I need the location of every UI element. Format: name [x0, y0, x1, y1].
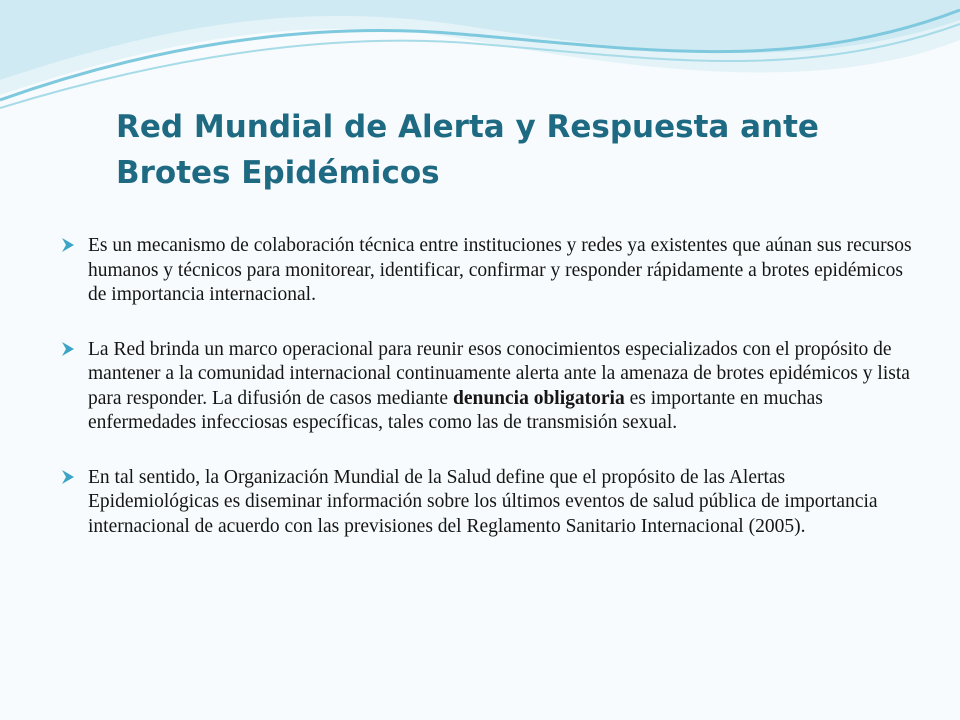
bullet-text: Es un mecanismo de colaboración técnica entre instituciones y redes ya existentes que aúnan sus recursos humanos y técnicos para monitorear, identificar, confirmar y responder rápidamente a brotes epidémicos de importancia internacional. [88, 235, 912, 305]
arrow-bullet-icon [60, 236, 78, 254]
bullet-text: En tal sentido, la Organización Mundial de la Salud define que el propósito de las Alertas Epidemiológicas es diseminar información sobre los últimos eventos de salud pública de importancia internacional de acuerdo con las previsiones del Reglamento Sanitario Internacional (2005). [88, 466, 878, 537]
arrow-bullet-icon [60, 340, 78, 358]
header-wave-decoration [0, 0, 960, 120]
bullet-bold-text: denuncia obligatoria [452, 387, 625, 409]
bullet-list [60, 234, 920, 569]
bullet-item [60, 234, 920, 308]
bullet-text: La Red brinda un marco operacional para reunir esos conocimientos especializados con el propósito de mantener a la comunidad internacional continuamente alerta ante la amenaza de brotes epidémicos y lista para responder. La difusión de casos mediante [88, 338, 910, 409]
bullet-item [60, 466, 920, 540]
bullet-item [60, 338, 920, 436]
slide-title: Red Mundial de Alerta y Respuesta ante Brotes Epidémicos [116, 109, 819, 191]
arrow-bullet-icon [60, 468, 78, 486]
bullet-text: es importante en muchas enfermedades infecciosas específicas, tales como las de transmisión sexual. [88, 387, 823, 433]
